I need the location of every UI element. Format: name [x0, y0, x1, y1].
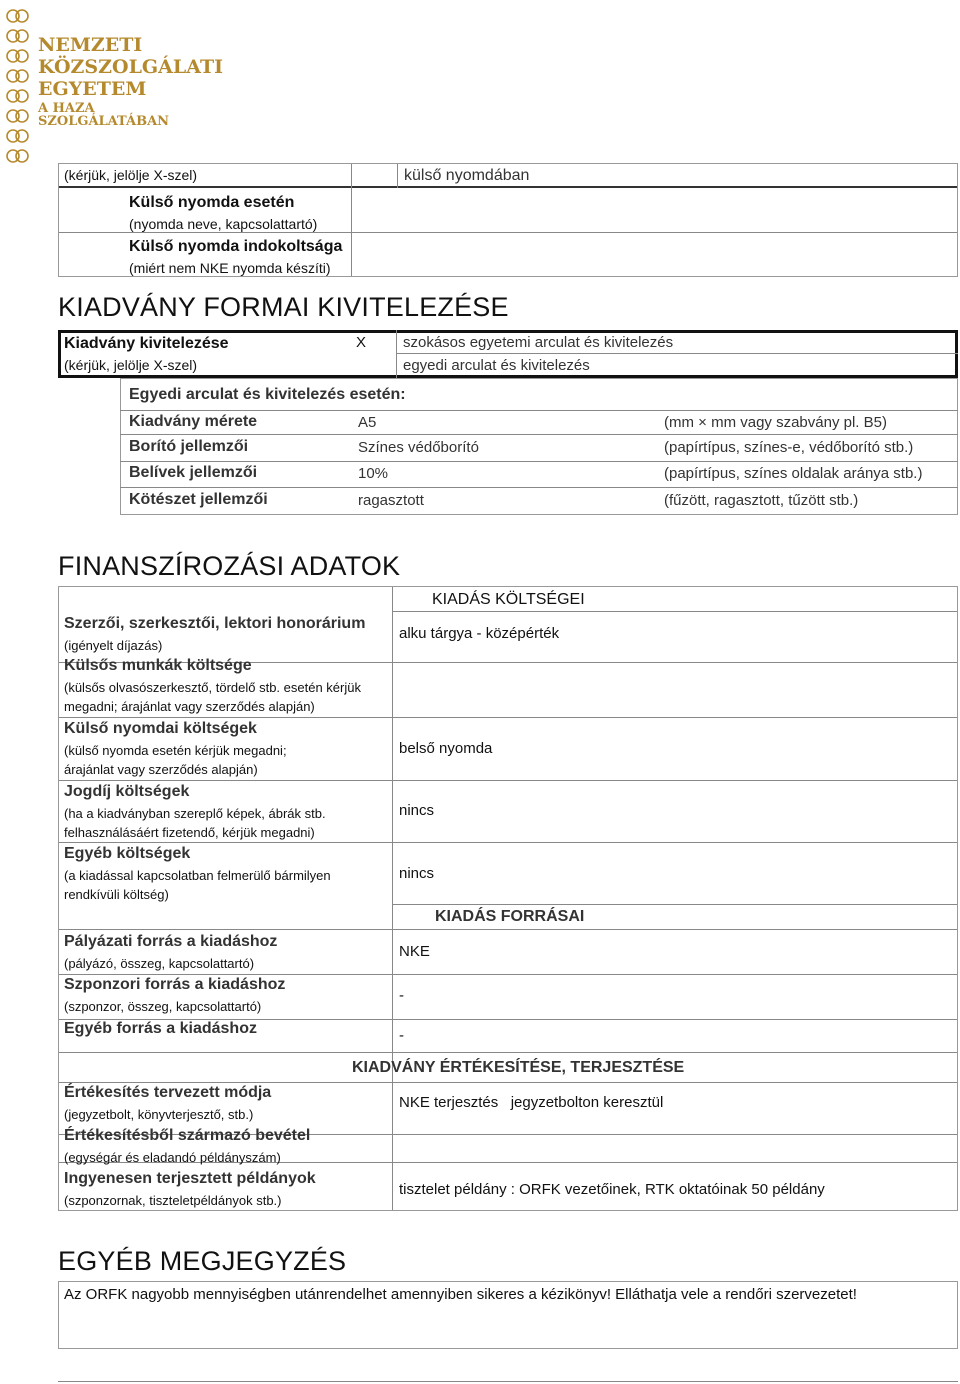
cost-sub: (igényelt díjazás): [64, 638, 163, 653]
source-value[interactable]: NKE: [399, 943, 430, 960]
spec-hint: (mm × mm vagy szabvány pl. B5): [664, 414, 887, 431]
spec-hint: (papírtípus, színes oldalak aránya stb.): [664, 465, 923, 482]
spec-hint: (papírtípus, színes-e, védőborító stb.): [664, 439, 914, 456]
dist-sub: (egységár és eladandó példányszám): [64, 1150, 281, 1165]
source-label: Szponzori forrás a kiadáshoz: [64, 976, 286, 993]
source-label: Egyéb forrás a kiadáshoz: [64, 1020, 257, 1037]
option-1-label: szokásos egyetemi arculat és kivitelezés: [403, 334, 674, 351]
cost-label: Egyéb költségek: [64, 845, 191, 862]
cost-sub: (külső nyomda esetén kérjük megadni;: [64, 743, 287, 758]
egyeb-text: Az ORFK nagyobb mennyiségben utánrendelhet amennyiben sikeres a kézikönyv! Elláthatja vele a rendőri szervezetet!: [64, 1286, 857, 1303]
reason-sub: (miért nem NKE nyomda készíti): [129, 260, 331, 276]
cost-sub: árajánlat vagy szerződés alapján): [64, 762, 258, 777]
dist-label: Ingyenesen terjesztett példányok: [64, 1170, 316, 1187]
costs-heading: KIADÁS KÖLTSÉGEI: [432, 591, 585, 608]
source-label: Pályázati forrás a kiadáshoz: [64, 933, 278, 950]
dist-sub: (jegyzetbolt, könyvterjesztő, stb.): [64, 1107, 254, 1122]
cost-sub: felhasználásáért fizetendő, kérjük megadni): [64, 825, 315, 840]
printer-sub: (nyomda neve, kapcsolattartó): [129, 216, 318, 232]
cost-label: Külső nyomdai költségek: [64, 720, 257, 737]
reason-label: Külső nyomda indokoltsága: [129, 238, 343, 255]
dist-label: Értékesítésből származó bevétel: [64, 1127, 311, 1144]
formai-heading: KIADVÁNY FORMAI KIVITELEZÉSE: [58, 292, 509, 322]
spec-value[interactable]: A5: [358, 414, 377, 431]
source-value[interactable]: -: [399, 1027, 404, 1044]
fin-heading: FINANSZÍROZÁSI ADATOK: [58, 551, 401, 581]
cost-label: Szerzői, szerkesztői, lektori honorárium: [64, 615, 366, 632]
logo-line-3: EGYETEM: [38, 78, 147, 100]
spec-value[interactable]: 10%: [358, 465, 389, 482]
cost-label: Külsős munkák költsége: [64, 657, 252, 674]
cost-sub: (ha a kiadványban szereplő képek, ábrák stb.: [64, 806, 326, 821]
source-value[interactable]: -: [399, 987, 404, 1004]
spec-hint: (fűzött, ragasztott, tűzött stb.): [664, 492, 859, 509]
source-sub: (szponzor, összeg, kapcsolattartó): [64, 999, 262, 1014]
cost-value[interactable]: nincs: [399, 802, 435, 819]
top-value: külső nyomdában: [404, 167, 530, 184]
sources-heading: KIADÁS FORRÁSAI: [435, 908, 585, 925]
logo-line-2: KÖZSZOLGÁLATI: [38, 56, 223, 78]
laurel-icon: [4, 4, 32, 166]
spec-value[interactable]: Színes védőborító: [358, 439, 479, 456]
cost-sub: (külsős olvasószerkesztő, tördelő stb. esetén kérjük: [64, 680, 361, 695]
kivitelezes-label: Kiadvány kivitelezése: [64, 335, 229, 352]
spec-label: Borító jellemzői: [129, 438, 249, 455]
kivitelezes-sub: (kérjük, jelölje X-szel): [64, 357, 198, 373]
fin-table: [58, 586, 958, 1211]
egyedi-heading: Egyedi arculat és kivitelezés esetén:: [129, 386, 406, 403]
dist-value[interactable]: tisztelet példány : ORFK vezetőinek, RTK oktatóinak 50 példány: [399, 1181, 825, 1198]
cost-value[interactable]: belső nyomda: [399, 740, 493, 757]
egyeb-box[interactable]: [58, 1281, 958, 1349]
printer-label: Külső nyomda esetén: [129, 194, 295, 211]
egyeb-heading: EGYÉB MEGJEGYZÉS: [58, 1246, 347, 1276]
cost-sub: megadni; árajánlat vagy szerződés alapján): [64, 699, 315, 714]
cost-value[interactable]: alku tárgya - középérték: [399, 625, 560, 642]
logo-line-4: A HAZA SZOLGÁLATÁBAN: [38, 101, 170, 129]
source-sub: (pályázó, összeg, kapcsolattartó): [64, 956, 255, 971]
dist-sub: (szponzornak, tiszteletpéldányok stb.): [64, 1193, 282, 1208]
dist-heading: KIADVÁNY ÉRTÉKESÍTÉSE, TERJESZTÉSE: [352, 1059, 685, 1076]
cost-sub: rendkívüli költség): [64, 887, 169, 902]
top-note: (kérjük, jelölje X-szel): [64, 167, 198, 183]
logo: [4, 4, 223, 166]
print-table: [58, 163, 958, 277]
spec-label: Kötészet jellemzői: [129, 491, 268, 508]
dist-value[interactable]: NKE terjesztés jegyzetbolton keresztül: [399, 1094, 664, 1111]
dist-label: Értékesítés tervezett módja: [64, 1084, 272, 1101]
spec-value[interactable]: ragasztott: [358, 492, 424, 509]
cost-sub: (a kiadással kapcsolatban felmerülő bármilyen: [64, 868, 331, 883]
formai-table: [58, 330, 958, 515]
cost-label: Jogdíj költségek: [64, 783, 190, 800]
option-2-label: egyedi arculat és kivitelezés: [403, 357, 590, 374]
spec-label: Kiadvány mérete: [129, 413, 258, 430]
cost-value[interactable]: nincs: [399, 865, 435, 882]
spec-label: Belívek jellemzői: [129, 464, 258, 481]
option-1-mark[interactable]: X: [356, 334, 367, 351]
logo-line-1: NEMZETI: [38, 34, 143, 56]
